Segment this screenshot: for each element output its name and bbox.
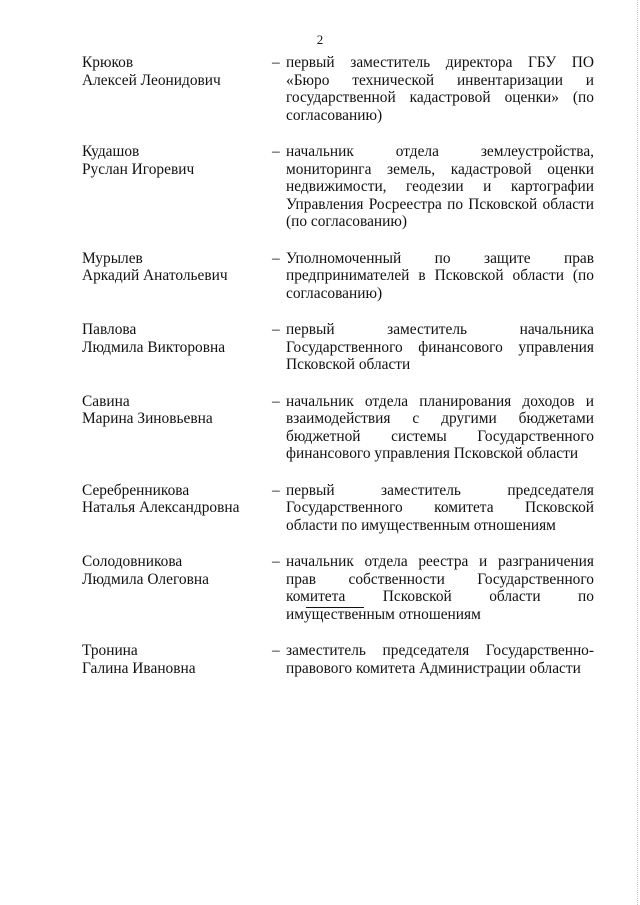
member-given-names: Людмила Викторовна [82, 338, 226, 356]
list-item [82, 553, 594, 623]
member-given-names: Людмила Олеговна [82, 570, 209, 588]
dash: – [272, 642, 280, 659]
member-surname: Серебренникова [82, 481, 190, 499]
scan-edge-artifact [636, 0, 638, 905]
member-surname: Тронина [82, 642, 138, 659]
member-surname: Крюков [82, 54, 134, 71]
member-name [82, 250, 272, 285]
members-list [82, 54, 594, 696]
list-item [82, 393, 594, 463]
member-role: первый заместитель начальника Государственного финансового управления Псковской области [286, 321, 594, 373]
dash: – [272, 481, 280, 499]
member-given-names: Наталья Александровна [82, 499, 240, 516]
list-item [82, 250, 594, 303]
dash: – [272, 392, 280, 410]
dash: – [272, 143, 280, 160]
member-given-names: Аркадий Анатольевич [82, 267, 228, 284]
dash: – [272, 54, 280, 71]
list-item [82, 482, 594, 535]
member-given-names: Алексей Леонидович [82, 71, 221, 89]
member-role: начальник отдела планирования доходов и взаимодействия с другими бюджетами бюджетной системы Государственного финансового управления Псковской области [286, 392, 594, 462]
member-given-names: Марина Зиновьевна [82, 410, 213, 427]
member-surname: Солодовникова [82, 553, 183, 570]
member-surname: Савина [82, 392, 130, 410]
member-name [82, 54, 272, 89]
list-item [82, 321, 594, 374]
member-role: заместитель председателя Государственно-правового комитета Администрации области [286, 642, 594, 677]
member-given-names: Руслан Игоревич [82, 160, 195, 178]
member-surname: Павлова [82, 321, 137, 338]
list-item [82, 143, 594, 231]
member-name [82, 553, 272, 588]
member-role: первый заместитель председателя Государственного комитета Псковской области по имущественным отношениям [286, 481, 594, 534]
member-name [82, 143, 272, 178]
dash: – [272, 321, 280, 338]
member-given-names: Галина Ивановна [82, 659, 196, 677]
page-number: 2 [316, 32, 324, 47]
member-role: Уполномоченный по защите прав предпринимателей в Псковской области (по согласованию) [286, 249, 594, 302]
member-surname: Мурылев [82, 249, 143, 267]
member-role: первый заместитель директора ГБУ ПО «Бюро технической инвентаризации и государственной кадастровой оценки» (по согласованию) [286, 54, 594, 124]
dash: – [272, 553, 280, 570]
closing-rule [306, 607, 364, 608]
list-item [82, 54, 594, 124]
member-name [82, 321, 272, 356]
dash: – [272, 249, 280, 267]
member-role: начальник отдела землеустройства, мониторинга земель, кадастровой оценки недвижимости, геодезии и картографии Управления Росреестра по Псковской области (по согласованию) [286, 143, 594, 230]
member-name [82, 393, 272, 428]
member-surname: Кудашов [82, 143, 140, 160]
member-role: начальник отдела реестра и разграничения прав собственности Государственного комитета Псковской области по имущественным отношениям [286, 553, 594, 623]
list-item [82, 642, 594, 677]
member-name [82, 482, 272, 517]
member-name [82, 642, 272, 677]
